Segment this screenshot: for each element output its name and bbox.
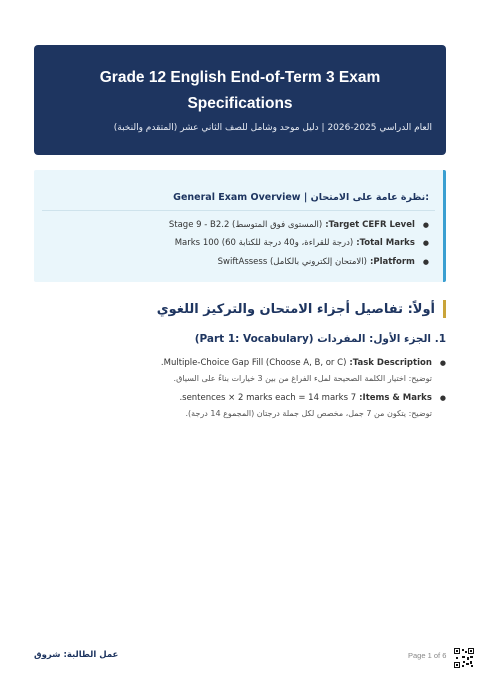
section-heading-text: أولاً: تفاصيل أجزاء الامتحان والتركيز اللغوي [156,301,435,317]
page-subtitle: العام الدراسي 2025-2026 | دليل موحد وشامل للصف الثاني عشر (المتقدم والنخبة) [113,123,432,133]
page-title: Grade 12 English End-of-Term 3 Exam Specifications [99,69,381,112]
overview-item [169,220,429,230]
description-note: توضيح: يتكون من 7 جمل، مخصص لكل جملة درجتان (المجموع 14 درجة). [185,409,432,418]
bullet-icon: ● [422,258,429,266]
description-item [179,393,446,418]
overview-item-value: (المستوى فوق المتوسط) Stage 9 - B2.2 [168,220,323,230]
overview-item-label: Target CEFR Level: [325,220,415,230]
overview-item-value: (الامتحان إلكتروني بالكامل) SwiftAssess [217,257,367,267]
overview-card [34,170,446,282]
part-heading: 1. الجزء الأول: المفردات (Part 1: Vocabulary) [194,333,446,345]
header-banner [34,45,446,155]
overview-item [218,257,429,267]
section-accent-bar [443,300,446,318]
overview-item-label: Platform: [369,257,415,267]
overview-title: :نظرة عامة على الامتحان | General Exam Overview [173,192,429,203]
qr-code-icon [454,648,474,668]
overview-item-label: Total Marks: [356,238,415,248]
bullet-icon: ● [439,394,446,402]
footer-credit: عمل الطالبة: شروق [34,650,119,660]
description-value: Multiple-Choice Gap Fill (Choose A, B, or C). [160,358,347,368]
bullet-icon: ● [439,359,446,367]
section-heading [157,300,446,318]
overview-item [175,238,429,248]
overview-divider [42,210,435,211]
bullet-icon: ● [422,239,429,247]
description-note: توضيح: اختيار الكلمة الصحيحة لملء الفراغ من بين 3 خيارات بناءً على السياق. [173,374,432,383]
page-number: Page 1 of 6 [408,651,447,660]
description-item [161,358,446,383]
description-label: Items & Marks: [359,393,432,403]
description-value: 7 sentences × 2 marks each = 14 marks. [179,393,357,403]
bullet-icon: ● [422,221,429,229]
description-label: Task Description: [349,358,432,368]
overview-item-value: (درجة للقراءة، و40 درجة للكتابة 60) 100 Marks [174,238,354,248]
